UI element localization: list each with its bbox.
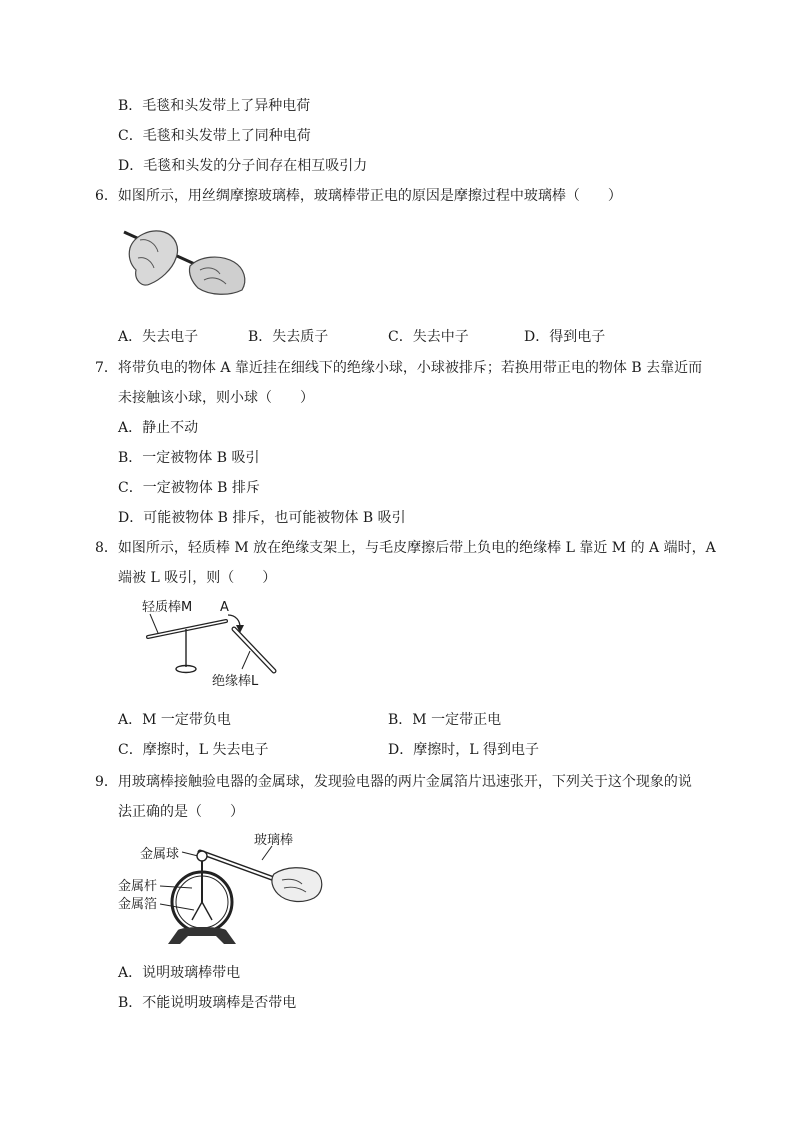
q8-stem-line2: 端被 L 吸引，则（ ） <box>118 570 277 586</box>
q9-label-foil: 金属箔 <box>118 897 158 912</box>
q9-label-rod: 玻璃棒 <box>254 833 294 848</box>
q7-option-c: C．一定被物体 B 排斥 <box>118 480 260 496</box>
q5-option-b: B．毛毯和头发带上了异种电荷 <box>118 98 311 114</box>
q6-option-d: D．得到电子 <box>524 329 606 345</box>
q6-stem: 6．如图所示，用丝绸摩擦玻璃棒，玻璃棒带正电的原因是摩擦过程中玻璃棒（ ） <box>95 188 622 204</box>
q7-option-b: B．一定被物体 B 吸引 <box>118 450 260 466</box>
q6-option-a: A．失去电子 <box>118 329 199 345</box>
q9-stem-line1: 9．用玻璃棒接触验电器的金属球，发现验电器的两片金属箔片迅速张开，下列关于这个现象的说 <box>95 774 692 790</box>
q7-stem-line1: 7．将带负电的物体 A 靠近挂在细线下的绝缘小球，小球被排斥；若换用带正电的物体 B 去靠近而 <box>95 360 703 376</box>
q5-option-d: D．毛毯和头发的分子间存在相互吸引力 <box>118 158 368 174</box>
q9-option-a: A．说明玻璃棒带电 <box>118 965 241 981</box>
q7-option-d: D．可能被物体 B 排斥，也可能被物体 B 吸引 <box>118 510 406 526</box>
q6-option-c: C．失去中子 <box>388 329 469 345</box>
q9-stem-line2: 法正确的是（ ） <box>118 804 244 820</box>
q8-label-a: A <box>220 600 229 615</box>
q8-label-l: 绝缘棒L <box>212 674 259 689</box>
q8-option-d: D．摩擦时，L 得到电子 <box>388 742 539 758</box>
q8-option-a: A．M 一定带负电 <box>118 712 231 728</box>
q9-label-stem: 金属杆 <box>118 879 158 894</box>
q5-option-c: C．毛毯和头发带上了同种电荷 <box>118 128 311 144</box>
q7-option-a: A．静止不动 <box>118 420 199 436</box>
q9-option-b: B．不能说明玻璃棒是否带电 <box>118 995 297 1011</box>
q8-label-m: 轻质棒M <box>142 600 193 615</box>
q9-figure-electroscope <box>112 830 327 948</box>
q8-option-c: C．摩擦时，L 失去电子 <box>118 742 269 758</box>
q6-option-b: B．失去质子 <box>248 329 329 345</box>
q8-option-b: B．M 一定带正电 <box>388 712 502 728</box>
q9-label-ball: 金属球 <box>140 847 180 862</box>
q7-stem-line2: 未接触该小球，则小球（ ） <box>118 390 314 406</box>
q6-figure-glass-rod-silk <box>120 218 252 298</box>
q8-figure-label-l <box>210 668 290 692</box>
q8-stem-line1: 8．如图所示，轻质棒 M 放在绝缘支架上，与毛皮摩擦后带上负电的绝缘棒 L 靠近 M 的 A 端时，A <box>95 540 716 556</box>
